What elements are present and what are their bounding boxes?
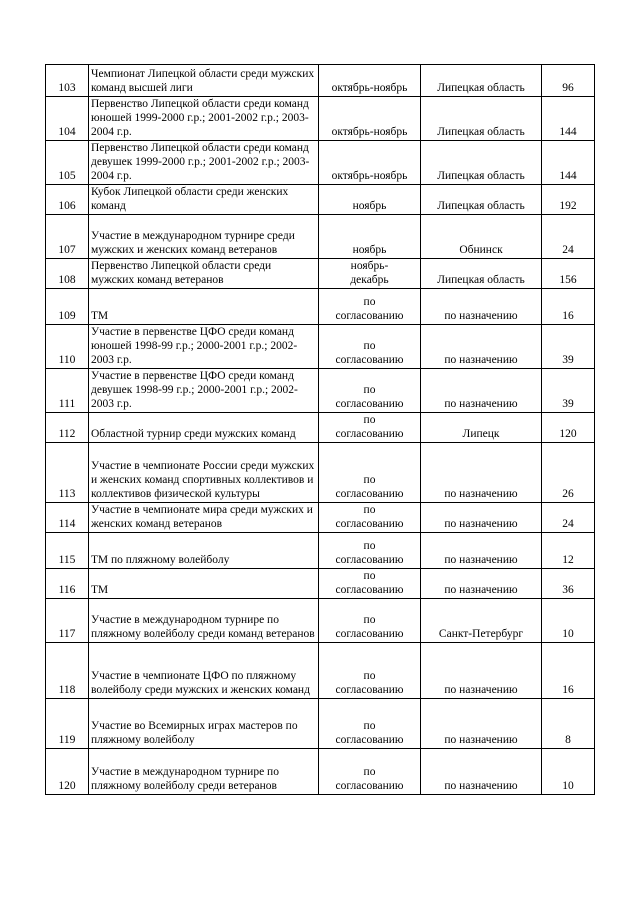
event-name-cell: [89, 599, 319, 643]
event-place: по назначению: [444, 488, 518, 500]
event-place: Санкт-Петербург: [438, 628, 524, 640]
event-date: ноябрь: [352, 244, 387, 256]
table-row: [46, 141, 595, 185]
participant-count: 16: [562, 684, 574, 696]
event-date: октябрь-ноябрь: [331, 170, 408, 182]
participant-count-cell: [542, 443, 595, 503]
event-name-cell: [89, 215, 319, 259]
event-place-cell: [421, 599, 542, 643]
participant-count: 36: [562, 584, 574, 596]
event-place: по назначению: [444, 684, 518, 696]
event-date-cell: [319, 533, 421, 569]
event-place-cell: [421, 533, 542, 569]
event-name: Первенство Липецкой области среди мужских команд ветеранов: [91, 260, 272, 286]
row-number: 112: [58, 428, 76, 440]
event-date: по согласованию: [335, 614, 404, 640]
row-number: 108: [58, 274, 76, 286]
event-date-cell: [319, 259, 421, 289]
event-name: Участие в чемпионате мира среди мужских и женских команд ветеранов: [91, 504, 313, 530]
event-place: Липецк: [462, 428, 500, 440]
table-row: [46, 569, 595, 599]
participant-count: 12: [562, 554, 574, 566]
row-number: 115: [58, 554, 76, 566]
event-date-cell: [319, 141, 421, 185]
table-row: [46, 413, 595, 443]
row-number-cell: [46, 413, 89, 443]
event-place: по назначению: [444, 554, 518, 566]
row-number: 119: [58, 734, 76, 746]
participant-count-cell: [542, 599, 595, 643]
event-date: по согласованию: [335, 766, 404, 792]
table-row: [46, 749, 595, 795]
event-place-cell: [421, 443, 542, 503]
event-place: Липецкая область: [437, 82, 525, 94]
row-number: 113: [58, 488, 76, 500]
row-number: 103: [58, 82, 76, 94]
event-date-cell: [319, 643, 421, 699]
participant-count: 144: [559, 126, 577, 138]
event-name: Участие в международном турнире среди мужских и женских команд ветеранов: [91, 230, 295, 256]
events-table: [45, 64, 595, 795]
event-date: октябрь-ноябрь: [331, 126, 408, 138]
event-place: по назначению: [444, 310, 518, 322]
event-place-cell: [421, 65, 542, 97]
event-date: по согласованию: [335, 570, 404, 596]
event-place-cell: [421, 141, 542, 185]
event-place: по назначению: [444, 780, 518, 792]
row-number-cell: [46, 141, 89, 185]
event-place: по назначению: [444, 584, 518, 596]
event-place: по назначению: [444, 518, 518, 530]
event-date-cell: [319, 413, 421, 443]
event-name: Участие в первенстве ЦФО среди команд девушек 1998-99 г.р.; 2000-2001 г.р.; 2002-2003 г.р.: [91, 370, 298, 410]
event-date-cell: [319, 325, 421, 369]
table-row: [46, 599, 595, 643]
participant-count-cell: [542, 259, 595, 289]
event-date-cell: [319, 749, 421, 795]
event-place: Липецкая область: [437, 274, 525, 286]
participant-count-cell: [542, 185, 595, 215]
event-name-cell: [89, 643, 319, 699]
table-row: [46, 97, 595, 141]
event-place: по назначению: [444, 734, 518, 746]
row-number: 109: [58, 310, 76, 322]
event-name: Чемпионат Липецкой области среди мужских команд высшей лиги: [91, 68, 315, 94]
event-date-cell: [319, 65, 421, 97]
row-number-cell: [46, 443, 89, 503]
table-row: [46, 443, 595, 503]
participant-count: 24: [562, 518, 574, 530]
event-place-cell: [421, 289, 542, 325]
table-row: [46, 259, 595, 289]
participant-count: 8: [565, 734, 571, 746]
event-name-cell: [89, 533, 319, 569]
event-date: по согласованию: [335, 720, 404, 746]
participant-count-cell: [542, 325, 595, 369]
row-number-cell: [46, 185, 89, 215]
event-place: Обнинск: [459, 244, 503, 256]
event-name-cell: [89, 97, 319, 141]
event-name: ТМ по пляжному волейболу: [91, 554, 230, 566]
event-date: по согласованию: [335, 474, 404, 500]
participant-count: 16: [562, 310, 574, 322]
table-row: [46, 289, 595, 325]
row-number-cell: [46, 503, 89, 533]
event-date: по согласованию: [335, 384, 404, 410]
event-name: Первенство Липецкой области среди команд девушек 1999-2000 г.р.; 2001-2002 г.р.; 2003-2004 г.р.: [91, 142, 310, 182]
row-number-cell: [46, 643, 89, 699]
event-name-cell: [89, 569, 319, 599]
participant-count: 39: [562, 354, 574, 366]
event-name: ТМ: [91, 310, 109, 322]
participant-count: 96: [562, 82, 574, 94]
table-row: [46, 325, 595, 369]
event-place-cell: [421, 413, 542, 443]
event-name: Участие во Всемирных играх мастеров по пляжному волейболу: [91, 720, 298, 746]
row-number-cell: [46, 599, 89, 643]
event-date: ноябрь: [352, 200, 387, 212]
participant-count-cell: [542, 369, 595, 413]
row-number-cell: [46, 369, 89, 413]
row-number: 110: [58, 354, 76, 366]
table-row: [46, 215, 595, 259]
event-date-cell: [319, 215, 421, 259]
event-place-cell: [421, 503, 542, 533]
event-name-cell: [89, 185, 319, 215]
row-number: 107: [58, 244, 76, 256]
row-number: 111: [58, 398, 76, 410]
event-place-cell: [421, 97, 542, 141]
event-name: Участие в первенстве ЦФО среди команд юношей 1998-99 г.р.; 2000-2001 г.р.; 2002-2003 г.р.: [91, 326, 298, 366]
table-row: [46, 643, 595, 699]
event-place-cell: [421, 699, 542, 749]
participant-count: 10: [562, 780, 574, 792]
event-date-cell: [319, 97, 421, 141]
row-number: 120: [58, 780, 76, 792]
table-row: [46, 533, 595, 569]
table-row: [46, 699, 595, 749]
event-place-cell: [421, 185, 542, 215]
event-name: Первенство Липецкой области среди команд юношей 1999-2000 г.р.; 2001-2002 г.р.; 2003-2004 г.р.: [91, 98, 309, 138]
event-date-cell: [319, 443, 421, 503]
row-number-cell: [46, 569, 89, 599]
event-place-cell: [421, 369, 542, 413]
row-number-cell: [46, 749, 89, 795]
event-date-cell: [319, 699, 421, 749]
row-number-cell: [46, 289, 89, 325]
event-name: ТМ: [91, 584, 109, 596]
participant-count: 26: [562, 488, 574, 500]
participant-count-cell: [542, 569, 595, 599]
event-name-cell: [89, 65, 319, 97]
row-number: 117: [58, 628, 76, 640]
participant-count: 120: [559, 428, 577, 440]
participant-count-cell: [542, 65, 595, 97]
row-number-cell: [46, 699, 89, 749]
row-number: 105: [58, 170, 76, 182]
document-page: [45, 64, 577, 795]
event-name-cell: [89, 413, 319, 443]
event-name-cell: [89, 369, 319, 413]
participant-count-cell: [542, 643, 595, 699]
event-name: Участие в чемпионате ЦФО по пляжному волейболу среди мужских и женских команд: [91, 670, 310, 696]
event-place: Липецкая область: [437, 170, 525, 182]
event-name: Кубок Липецкой области среди женских команд: [91, 186, 289, 212]
event-name: Областной турнир среди мужских команд: [91, 428, 296, 440]
event-date: по согласованию: [335, 414, 404, 440]
event-name-cell: [89, 699, 319, 749]
event-name-cell: [89, 141, 319, 185]
participant-count: 39: [562, 398, 574, 410]
event-place-cell: [421, 749, 542, 795]
event-place: Липецкая область: [437, 126, 525, 138]
participant-count-cell: [542, 289, 595, 325]
row-number-cell: [46, 533, 89, 569]
event-name-cell: [89, 325, 319, 369]
participant-count: 144: [559, 170, 577, 182]
event-date: ноябрь- декабрь: [350, 260, 389, 286]
event-place-cell: [421, 643, 542, 699]
event-place: по назначению: [444, 398, 518, 410]
row-number-cell: [46, 259, 89, 289]
table-row: [46, 503, 595, 533]
event-date-cell: [319, 503, 421, 533]
event-name-cell: [89, 443, 319, 503]
participant-count: 24: [562, 244, 574, 256]
event-place-cell: [421, 259, 542, 289]
participant-count-cell: [542, 699, 595, 749]
events-table-body: [46, 65, 595, 795]
event-date-cell: [319, 289, 421, 325]
participant-count-cell: [542, 533, 595, 569]
participant-count: 156: [559, 274, 577, 286]
participant-count: 10: [562, 628, 574, 640]
event-date-cell: [319, 569, 421, 599]
event-date-cell: [319, 185, 421, 215]
event-name-cell: [89, 749, 319, 795]
event-name-cell: [89, 503, 319, 533]
event-place: по назначению: [444, 354, 518, 366]
event-name-cell: [89, 259, 319, 289]
row-number: 106: [58, 200, 76, 212]
row-number-cell: [46, 97, 89, 141]
event-date-cell: [319, 599, 421, 643]
event-date: по согласованию: [335, 296, 404, 322]
row-number: 118: [58, 684, 76, 696]
row-number-cell: [46, 65, 89, 97]
participant-count-cell: [542, 97, 595, 141]
participant-count-cell: [542, 141, 595, 185]
row-number-cell: [46, 215, 89, 259]
event-name: Участие в международном турнире по пляжному волейболу среди ветеранов: [91, 766, 279, 792]
participant-count-cell: [542, 413, 595, 443]
event-date-cell: [319, 369, 421, 413]
row-number: 114: [58, 518, 76, 530]
event-date: по согласованию: [335, 340, 404, 366]
event-place-cell: [421, 569, 542, 599]
table-row: [46, 65, 595, 97]
row-number-cell: [46, 325, 89, 369]
participant-count-cell: [542, 749, 595, 795]
event-date: по согласованию: [335, 540, 404, 566]
event-date: октябрь-ноябрь: [331, 82, 408, 94]
event-name: Участие в международном турнире по пляжному волейболу среди команд ветеранов: [91, 614, 315, 640]
participant-count-cell: [542, 215, 595, 259]
table-row: [46, 369, 595, 413]
event-date: по согласованию: [335, 670, 404, 696]
row-number: 116: [58, 584, 76, 596]
event-place: Липецкая область: [437, 200, 525, 212]
event-name-cell: [89, 289, 319, 325]
participant-count-cell: [542, 503, 595, 533]
event-place-cell: [421, 325, 542, 369]
participant-count: 192: [559, 200, 577, 212]
event-date: по согласованию: [335, 504, 404, 530]
table-row: [46, 185, 595, 215]
event-name: Участие в чемпионате России среди мужских и женских команд спортивных коллективов и коллективов физической культуры: [91, 460, 315, 500]
event-place-cell: [421, 215, 542, 259]
row-number: 104: [58, 126, 76, 138]
